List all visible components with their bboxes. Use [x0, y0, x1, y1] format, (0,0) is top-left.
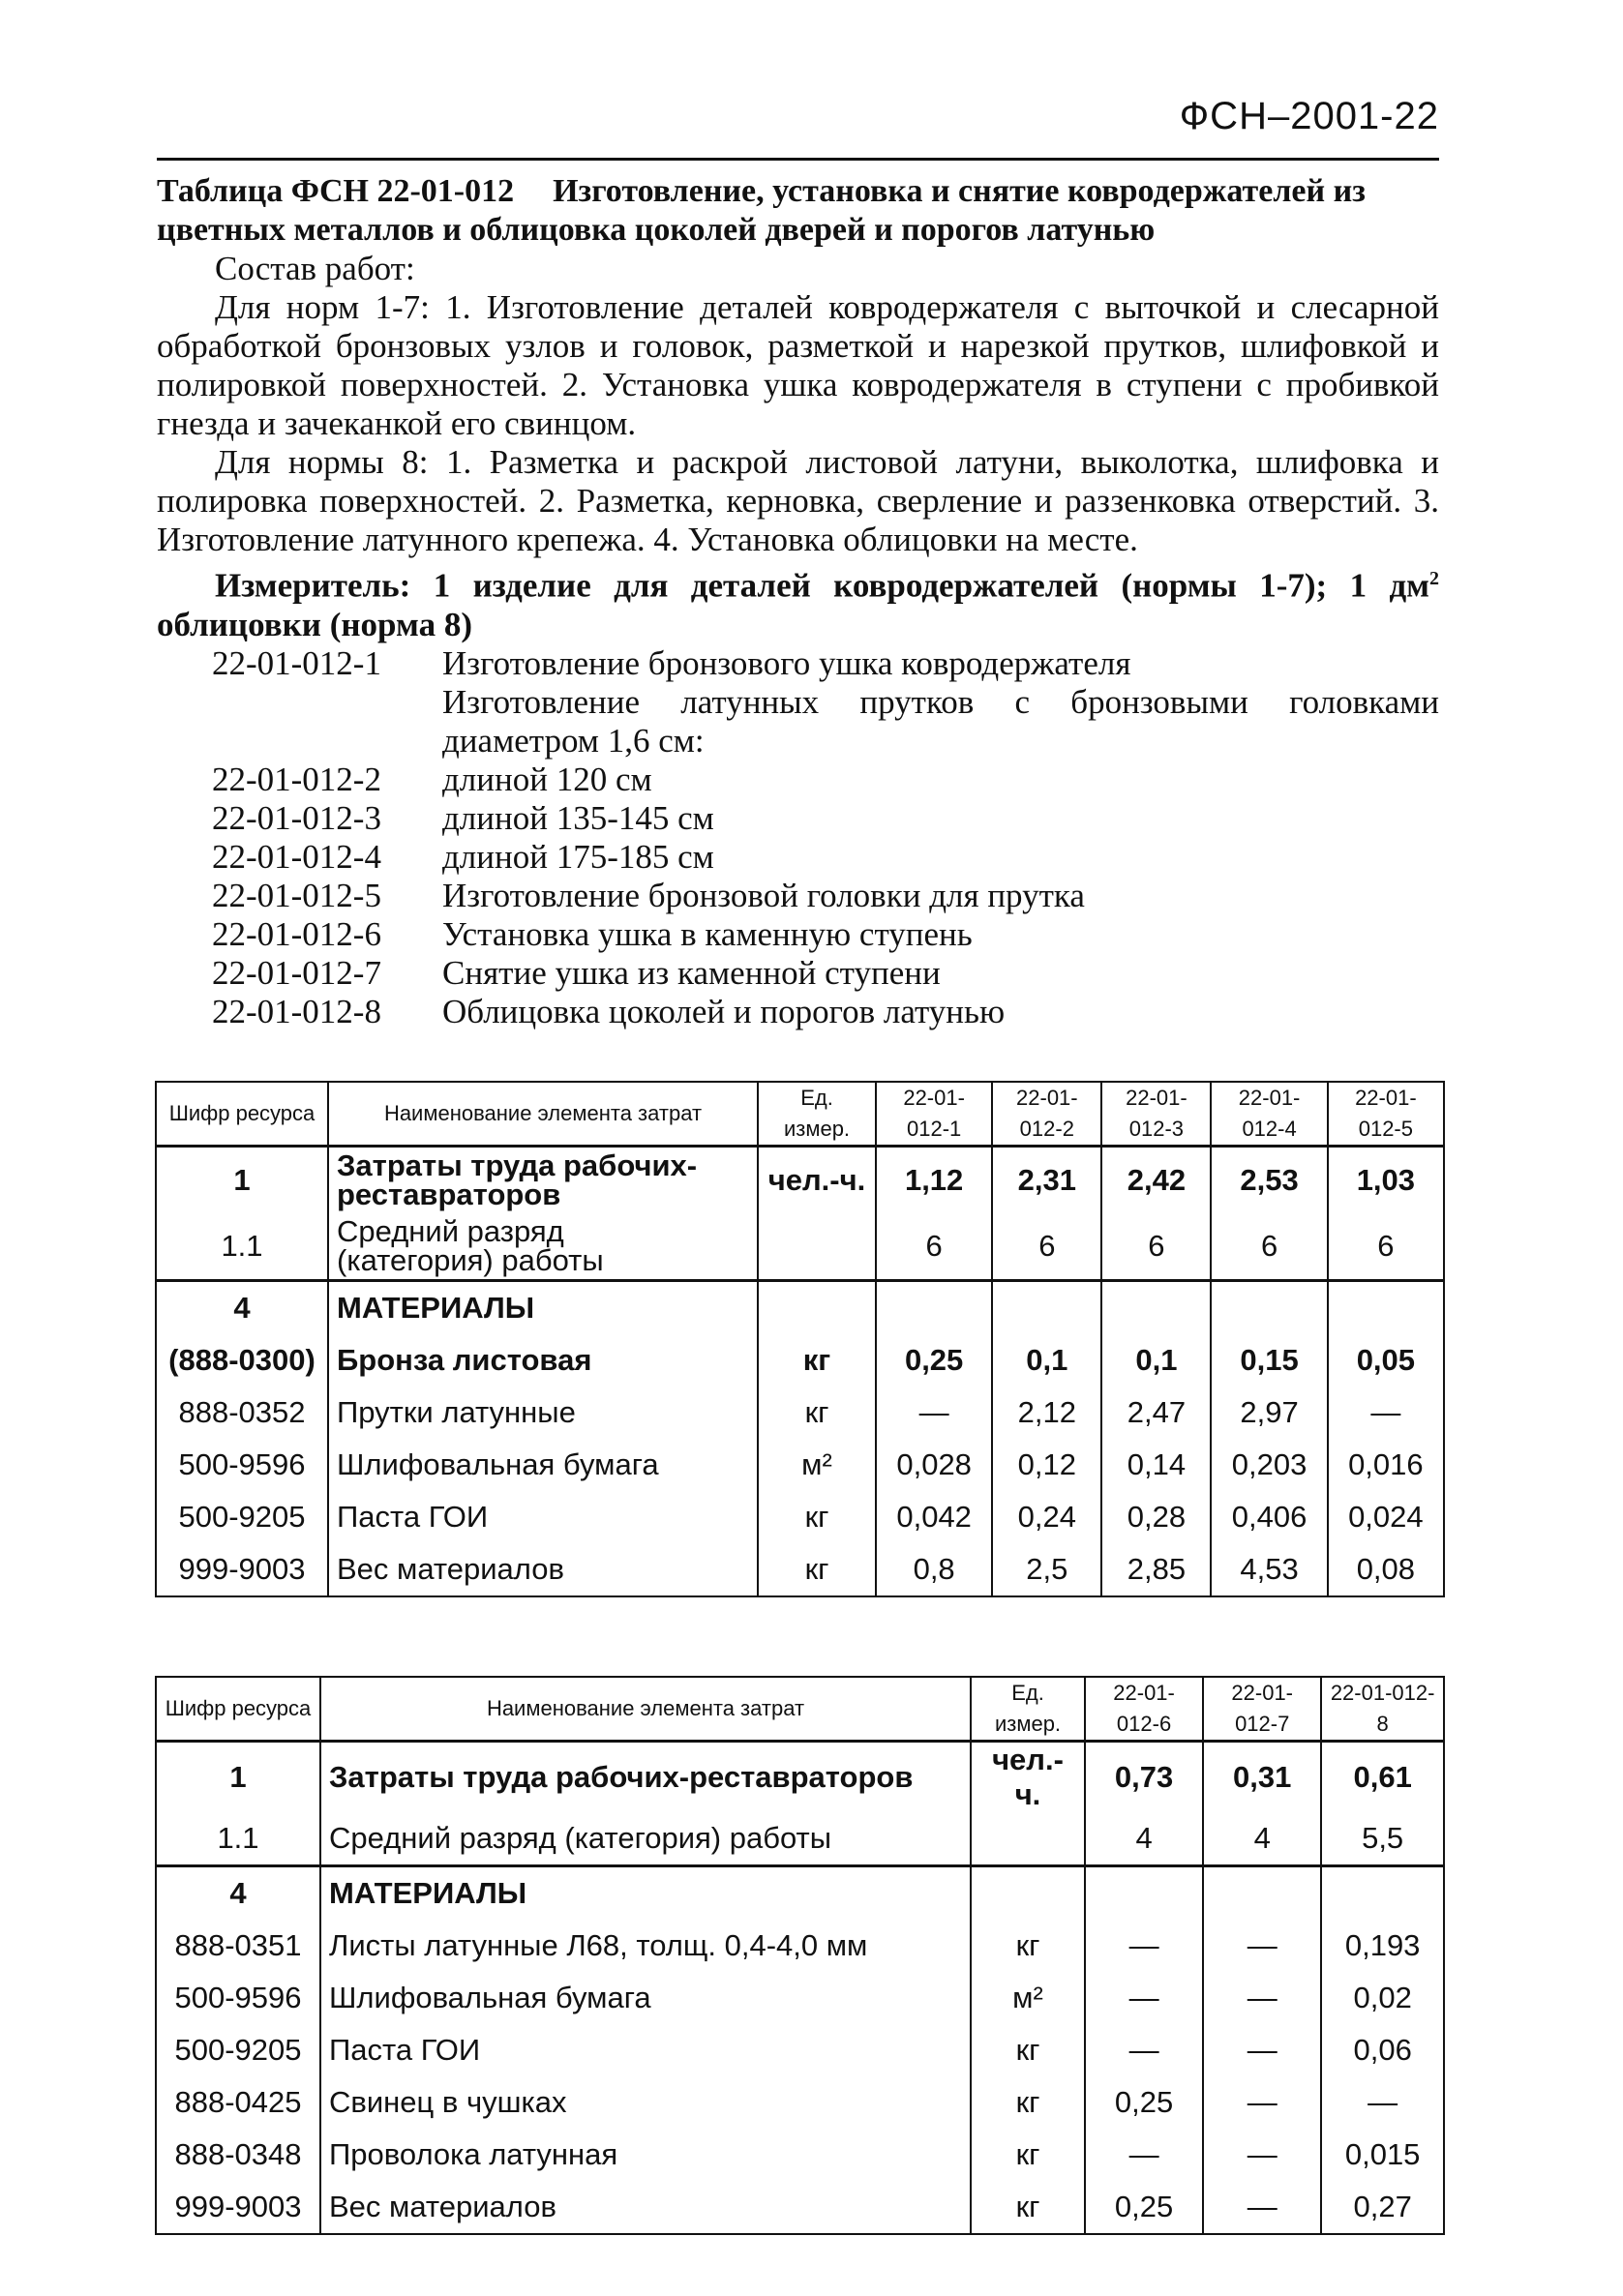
value-cell: 0,28	[1101, 1491, 1211, 1543]
value-cell: 0,016	[1328, 1439, 1444, 1491]
name-cell: Прутки латунные	[328, 1387, 758, 1439]
value-cell: 5,5	[1321, 1812, 1444, 1866]
norm-code-row	[157, 915, 1439, 954]
header-col: 22-01-012-5	[1328, 1082, 1444, 1147]
value-cell: —	[1085, 1920, 1203, 1972]
value-cell: —	[1203, 2076, 1321, 2129]
name-cell: Средний разряд (категория) работы	[320, 1812, 971, 1866]
cipher-cell: 500-9596	[156, 1439, 328, 1491]
norm-code: 22-01-012-4	[212, 837, 381, 876]
name-cell: Свинец в чушках	[320, 2076, 971, 2129]
cipher-cell: 1	[156, 1147, 328, 1214]
header-rule	[157, 158, 1439, 161]
value-cell: 1,12	[876, 1147, 992, 1214]
value-cell: 0,1	[992, 1334, 1101, 1387]
name-cell: Проволока латунная	[320, 2129, 971, 2181]
norm-code: 22-01-012-8	[212, 992, 381, 1030]
value-cell	[1211, 1281, 1327, 1335]
value-cell: —	[1203, 2181, 1321, 2234]
value-cell: 2,5	[992, 1543, 1101, 1596]
table-row	[156, 1439, 1444, 1491]
header-col: 22-01-012-1	[876, 1082, 992, 1147]
composition-paragraph-2: Для нормы 8: 1. Разметка и раскрой листовой латуни, выколотка, шлифовка и полировка поверхностей. 2. Разметка, керновка, сверление и раззенковка отверстий. 3. Изготовление латунного крепежа. 4. Установка облицовки на месте.	[157, 443, 1439, 558]
table-row	[156, 2076, 1444, 2129]
value-cell	[1328, 1281, 1444, 1335]
unit-cell	[758, 1213, 876, 1281]
cipher-cell: 500-9596	[156, 1972, 320, 2024]
header-col: 22-01-012-6	[1085, 1677, 1203, 1742]
value-cell: 0,015	[1321, 2129, 1444, 2181]
value-cell	[1101, 1281, 1211, 1335]
unit-cell	[758, 1281, 876, 1335]
norm-code: 22-01-012-3	[212, 798, 381, 837]
value-cell: 0,08	[1328, 1543, 1444, 1596]
value-cell: 1,03	[1328, 1147, 1444, 1214]
cipher-cell: 888-0425	[156, 2076, 320, 2129]
header-col: 22-01-012-3	[1101, 1082, 1211, 1147]
value-cell: 0,25	[876, 1334, 992, 1387]
name-cell: Затраты труда рабочих-реставраторов	[320, 1742, 971, 1813]
materials-section	[156, 1281, 1444, 1597]
name-cell: МАТЕРИАЛЫ	[320, 1866, 971, 1921]
name-cell: Паста ГОИ	[328, 1491, 758, 1543]
unit-cell: кг	[758, 1543, 876, 1596]
value-cell: 0,193	[1321, 1920, 1444, 1972]
composition-paragraph-1: Для норм 1-7: 1. Изготовление деталей ковродержателя с выточкой и слесарной обработкой бронзовых узлов и головок, разметкой и нарезкой прутков, шлифовкой и полировкой поверхностей. 2. Установка ушка ковродержателя в ступени с пробивкой гнезда и зачеканкой его свинцом.	[157, 288, 1439, 442]
table-row	[156, 1387, 1444, 1439]
name-cell: Листы латунные Л68, толщ. 0,4-4,0 мм	[320, 1920, 971, 1972]
table-code: Таблица ФСН 22-01-012	[157, 173, 515, 209]
value-cell: 2,42	[1101, 1147, 1211, 1214]
value-cell: —	[1085, 2129, 1203, 2181]
name-cell: Паста ГОИ	[320, 2024, 971, 2076]
resource-table-2	[155, 1676, 1445, 2235]
unit-cell: кг	[758, 1387, 876, 1439]
value-cell	[992, 1281, 1101, 1335]
norm-description: длиной 175-185 см	[442, 837, 714, 876]
norm-code: 22-01-012-5	[212, 876, 381, 914]
value-cell: —	[1321, 2076, 1444, 2129]
norm-description: Установка ушка в каменную ступень	[442, 914, 973, 953]
value-cell: 2,97	[1211, 1387, 1327, 1439]
norm-code-row	[157, 760, 1439, 799]
header-col: 22-01-012-4	[1211, 1082, 1327, 1147]
value-cell: —	[1203, 1920, 1321, 1972]
value-cell: 6	[1101, 1213, 1211, 1281]
cipher-cell: 999-9003	[156, 1543, 328, 1596]
norm-code-row	[157, 993, 1439, 1031]
value-cell: 0,406	[1211, 1491, 1327, 1543]
value-cell: —	[1328, 1387, 1444, 1439]
value-cell	[876, 1281, 992, 1335]
cipher-cell: 4	[156, 1281, 328, 1335]
table-row	[156, 1742, 1444, 1813]
composition-heading: Состав работ:	[215, 250, 415, 287]
measure-text-a: Измеритель: 1 изделие для деталей ковродержателей (нормы 1-7); 1 дм	[215, 566, 1429, 605]
value-cell: 0,8	[876, 1543, 992, 1596]
value-cell: —	[876, 1387, 992, 1439]
unit-cell	[971, 1866, 1085, 1921]
norm-description: длиной 120 см	[442, 760, 652, 798]
resource-table-1	[155, 1081, 1445, 1597]
unit-cell: м²	[758, 1439, 876, 1491]
value-cell: 0,05	[1328, 1334, 1444, 1387]
materials-section	[156, 1866, 1444, 2235]
norm-code: 22-01-012-7	[212, 953, 381, 992]
header-cipher: Шифр ресурса	[156, 1677, 320, 1742]
header-col: 22-01-012-7	[1203, 1677, 1321, 1742]
unit-cell: кг	[971, 2181, 1085, 2234]
table-row	[156, 1866, 1444, 1921]
value-cell: —	[1203, 2024, 1321, 2076]
table-row	[156, 1281, 1444, 1335]
value-cell: 2,12	[992, 1387, 1101, 1439]
value-cell: 0,203	[1211, 1439, 1327, 1491]
norm-description: Изготовление бронзовой головки для прутка	[442, 876, 1085, 914]
value-cell: 2,47	[1101, 1387, 1211, 1439]
value-cell: 0,24	[992, 1491, 1101, 1543]
name-cell: Шлифовальная бумага	[320, 1972, 971, 2024]
value-cell: 0,028	[876, 1439, 992, 1491]
value-cell: 0,042	[876, 1491, 992, 1543]
table-row	[156, 1213, 1444, 1281]
unit-cell: кг	[971, 2024, 1085, 2076]
cipher-cell: (888-0300)	[156, 1334, 328, 1387]
table-row	[156, 2181, 1444, 2234]
header-unit: Ед. измер.	[758, 1082, 876, 1147]
header-col: 22-01-012-8	[1321, 1677, 1444, 1742]
value-cell: 6	[992, 1213, 1101, 1281]
unit-cell: чел.-ч.	[971, 1742, 1085, 1813]
unit-cell: м²	[971, 1972, 1085, 2024]
norm-description: длиной 135-145 см	[442, 798, 714, 837]
name-cell: Затраты труда рабочих-реставраторов	[328, 1147, 758, 1214]
measure-sup: 2	[1429, 568, 1439, 589]
table-title-text: Изготовление, установка и снятие ковродержателей из цветных металлов и облицовка цоколей дверей и порогов латунью	[157, 173, 1366, 248]
cipher-cell: 1	[156, 1742, 320, 1813]
header-col: 22-01-012-2	[992, 1082, 1101, 1147]
value-cell: 0,27	[1321, 2181, 1444, 2234]
cipher-cell: 888-0351	[156, 1920, 320, 1972]
table-row	[156, 1543, 1444, 1596]
cipher-cell: 4	[156, 1866, 320, 1921]
value-cell: 2,53	[1211, 1147, 1327, 1214]
cipher-cell: 500-9205	[156, 1491, 328, 1543]
norm-code-row	[157, 877, 1439, 915]
running-header: ФСН–2001-22	[1179, 95, 1439, 137]
value-cell: 0,06	[1321, 2024, 1444, 2076]
table-row	[156, 1972, 1444, 2024]
value-cell	[1203, 1866, 1321, 1921]
norm-description: Изготовление латунных прутков с бронзовыми головками диаметром 1,6 см:	[442, 682, 1439, 760]
name-cell: Шлифовальная бумага	[328, 1439, 758, 1491]
value-cell: 0,15	[1211, 1334, 1327, 1387]
norm-code-row	[157, 683, 1439, 760]
cipher-cell: 500-9205	[156, 2024, 320, 2076]
value-cell: 6	[1328, 1213, 1444, 1281]
value-cell: 4	[1085, 1812, 1203, 1866]
name-cell: Бронза листовая	[328, 1334, 758, 1387]
norm-code-row	[157, 838, 1439, 877]
cipher-cell: 888-0348	[156, 2129, 320, 2181]
norm-codes-list	[157, 644, 1439, 1031]
name-cell: Средний разряд (категория) работы	[328, 1213, 758, 1281]
header-cipher: Шифр ресурса	[156, 1082, 328, 1147]
norm-code: 22-01-012-2	[212, 760, 381, 798]
table-row	[156, 1491, 1444, 1543]
table-row	[156, 2024, 1444, 2076]
norm-code: 22-01-012-1	[212, 643, 381, 682]
header-name: Наименование элемента затрат	[328, 1082, 758, 1147]
table-row	[156, 2129, 1444, 2181]
value-cell: 0,73	[1085, 1742, 1203, 1813]
value-cell	[1321, 1866, 1444, 1921]
header-unit: Ед. измер.	[971, 1677, 1085, 1742]
unit-cell: чел.-ч.	[758, 1147, 876, 1214]
value-cell: —	[1085, 2024, 1203, 2076]
value-cell: 6	[876, 1213, 992, 1281]
header-name: Наименование элемента затрат	[320, 1677, 971, 1742]
name-cell: Вес материалов	[328, 1543, 758, 1596]
table-title	[157, 172, 1439, 250]
value-cell: 0,25	[1085, 2181, 1203, 2234]
measure-line	[157, 559, 1439, 644]
unit-cell	[971, 1812, 1085, 1866]
value-cell: 0,14	[1101, 1439, 1211, 1491]
measure-text-b: облицовки (норма 8)	[157, 605, 472, 643]
unit-cell: кг	[971, 1920, 1085, 1972]
value-cell: —	[1203, 1972, 1321, 2024]
cipher-cell: 1.1	[156, 1812, 320, 1866]
value-cell: 0,024	[1328, 1491, 1444, 1543]
norm-description: Снятие ушка из каменной ступени	[442, 953, 941, 992]
value-cell: —	[1085, 1972, 1203, 2024]
norm-description: Изготовление бронзового ушка ковродержателя	[442, 643, 1131, 682]
norm-code-row	[157, 954, 1439, 993]
document-body	[157, 172, 1439, 1031]
norm-code-row	[157, 644, 1439, 683]
value-cell: 2,31	[992, 1147, 1101, 1214]
value-cell	[1085, 1866, 1203, 1921]
value-cell: 4,53	[1211, 1543, 1327, 1596]
value-cell: 4	[1203, 1812, 1321, 1866]
value-cell: 0,61	[1321, 1742, 1444, 1813]
unit-cell: кг	[758, 1491, 876, 1543]
norm-code-row	[157, 799, 1439, 838]
norm-code: 22-01-012-6	[212, 914, 381, 953]
name-cell: МАТЕРИАЛЫ	[328, 1281, 758, 1335]
table-row	[156, 1147, 1444, 1214]
norm-code	[157, 683, 442, 760]
cipher-cell: 999-9003	[156, 2181, 320, 2234]
cipher-cell: 1.1	[156, 1213, 328, 1281]
value-cell: 0,12	[992, 1439, 1101, 1491]
labor-section	[156, 1147, 1444, 1281]
value-cell: —	[1203, 2129, 1321, 2181]
value-cell: 0,02	[1321, 1972, 1444, 2024]
labor-section	[156, 1742, 1444, 1866]
value-cell: 0,1	[1101, 1334, 1211, 1387]
cipher-cell: 888-0352	[156, 1387, 328, 1439]
value-cell: 0,31	[1203, 1742, 1321, 1813]
norm-description: Облицовка цоколей и порогов латунью	[442, 992, 1006, 1030]
unit-cell: кг	[971, 2129, 1085, 2181]
table-row	[156, 1812, 1444, 1866]
unit-cell: кг	[758, 1334, 876, 1387]
value-cell: 6	[1211, 1213, 1327, 1281]
name-cell: Вес материалов	[320, 2181, 971, 2234]
value-cell: 2,85	[1101, 1543, 1211, 1596]
unit-cell: кг	[971, 2076, 1085, 2129]
table-row	[156, 1920, 1444, 1972]
value-cell: 0,25	[1085, 2076, 1203, 2129]
table-row	[156, 1334, 1444, 1387]
